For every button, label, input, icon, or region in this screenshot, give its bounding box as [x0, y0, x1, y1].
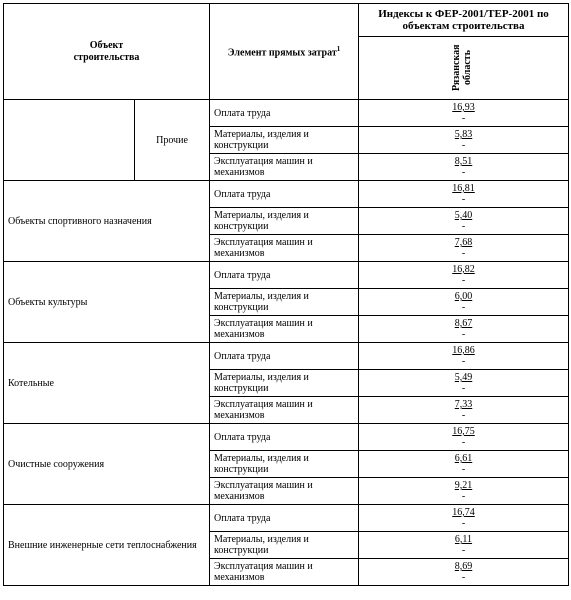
- element-cell: Эксплуатация машин и механизмов: [210, 154, 359, 181]
- table-row: [4, 424, 569, 451]
- index-table-container: [3, 3, 569, 586]
- index-value: 16,93: [452, 102, 475, 113]
- header-element: [210, 4, 359, 100]
- header-region-label: Рязанская область: [450, 44, 473, 92]
- index-secondary: -: [461, 248, 466, 259]
- header-indices: [359, 4, 569, 37]
- index-value: 5,49: [454, 372, 473, 383]
- table-row: [4, 262, 569, 289]
- index-secondary: -: [461, 356, 466, 367]
- index-value: 8,69: [454, 561, 473, 572]
- index-value-cell: [359, 424, 569, 451]
- index-value-cell: [359, 343, 569, 370]
- object-cell: Очистные сооружения: [4, 424, 210, 505]
- header-object-label: Объект строительства: [73, 39, 140, 63]
- table-row: [4, 181, 569, 208]
- index-value-cell: [359, 316, 569, 343]
- table-row: [4, 505, 569, 532]
- element-cell: Эксплуатация машин и механизмов: [210, 397, 359, 424]
- element-cell: Оплата труда: [210, 424, 359, 451]
- element-cell: Оплата труда: [210, 181, 359, 208]
- index-value-cell: [359, 451, 569, 478]
- index-value-cell: [359, 100, 569, 127]
- index-value-cell: [359, 505, 569, 532]
- index-secondary: -: [461, 437, 466, 448]
- index-value: 9,21: [454, 480, 473, 491]
- header-object: [4, 4, 210, 100]
- object-cell: Объекты культуры: [4, 262, 210, 343]
- index-secondary: -: [461, 545, 466, 556]
- element-cell: Материалы, изделия и конструкции: [210, 532, 359, 559]
- index-secondary: -: [461, 464, 466, 475]
- index-value: 7,33: [454, 399, 473, 410]
- index-secondary: -: [461, 329, 466, 340]
- index-value: 6,11: [454, 534, 473, 545]
- index-value: 16,74: [452, 507, 475, 518]
- index-secondary: -: [461, 194, 466, 205]
- element-cell: Оплата труда: [210, 343, 359, 370]
- index-secondary: -: [461, 383, 466, 394]
- header-region: [359, 37, 569, 100]
- index-value: 16,75: [452, 426, 475, 437]
- element-cell: Оплата труда: [210, 505, 359, 532]
- index-value: 8,67: [454, 318, 473, 329]
- element-cell: Материалы, изделия и конструкции: [210, 451, 359, 478]
- index-value: 6,61: [454, 453, 473, 464]
- element-cell: Оплата труда: [210, 100, 359, 127]
- index-value: 7,68: [454, 237, 473, 248]
- index-value: 16,82: [452, 264, 475, 275]
- index-value: 16,86: [452, 345, 475, 356]
- index-secondary: -: [461, 140, 466, 151]
- element-cell: Материалы, изделия и конструкции: [210, 289, 359, 316]
- element-cell: Материалы, изделия и конструкции: [210, 208, 359, 235]
- index-value: 5,83: [454, 129, 473, 140]
- index-value-cell: [359, 478, 569, 505]
- index-secondary: -: [461, 167, 466, 178]
- index-value: 6,00: [454, 291, 473, 302]
- index-value: 8,51: [454, 156, 473, 167]
- index-value-cell: [359, 370, 569, 397]
- element-cell: Эксплуатация машин и механизмов: [210, 478, 359, 505]
- subobject-cell: Прочие: [135, 100, 210, 181]
- construction-index-table: [3, 3, 569, 586]
- index-value-cell: [359, 154, 569, 181]
- index-value-cell: [359, 262, 569, 289]
- header-element-footnote: 1: [336, 45, 341, 54]
- index-value-cell: [359, 235, 569, 262]
- header-element-label: Элемент прямых затрат: [227, 47, 337, 59]
- element-cell: Эксплуатация машин и механизмов: [210, 559, 359, 586]
- element-cell: Эксплуатация машин и механизмов: [210, 316, 359, 343]
- object-cell: Внешние инженерные сети теплоснабжения: [4, 505, 210, 586]
- element-cell: Эксплуатация машин и механизмов: [210, 235, 359, 262]
- index-value-cell: [359, 559, 569, 586]
- index-value-cell: [359, 532, 569, 559]
- element-cell: Материалы, изделия и конструкции: [210, 127, 359, 154]
- element-cell: Материалы, изделия и конструкции: [210, 370, 359, 397]
- index-secondary: -: [461, 491, 466, 502]
- index-value-cell: [359, 289, 569, 316]
- index-secondary: -: [461, 572, 466, 583]
- header-indices-label: Индексы к ФЕР-2001/ТЕР-2001 по объектам строительства: [378, 8, 549, 32]
- index-secondary: -: [461, 221, 466, 232]
- table-body: [4, 100, 569, 586]
- index-value-cell: [359, 208, 569, 235]
- index-secondary: -: [461, 302, 466, 313]
- object-cell: [4, 100, 135, 181]
- index-value: 16,81: [452, 183, 475, 194]
- table-row: [4, 100, 569, 127]
- index-secondary: -: [461, 275, 466, 286]
- table-row: [4, 343, 569, 370]
- object-cell: Объекты спортивного назначения: [4, 181, 210, 262]
- index-secondary: -: [461, 410, 466, 421]
- index-value-cell: [359, 127, 569, 154]
- index-secondary: -: [461, 518, 466, 529]
- index-value-cell: [359, 397, 569, 424]
- element-cell: Оплата труда: [210, 262, 359, 289]
- index-secondary: -: [461, 113, 466, 124]
- index-value-cell: [359, 181, 569, 208]
- object-cell: Котельные: [4, 343, 210, 424]
- index-value: 5,40: [454, 210, 473, 221]
